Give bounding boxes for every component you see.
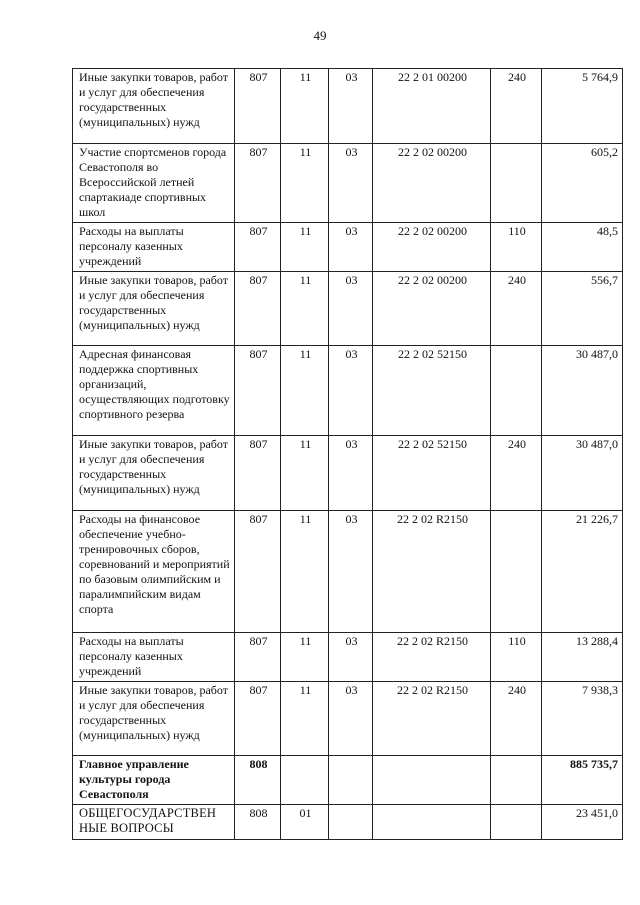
row-admin-code: 807 [235, 633, 281, 682]
row-admin-code: 807 [235, 346, 281, 436]
row-target-article: 22 2 01 00200 [373, 69, 491, 144]
row-admin-code: 807 [235, 511, 281, 633]
row-name: Расходы на выплаты персоналу казенных учреждений [73, 223, 235, 272]
row-name: Иные закупки товаров, работ и услуг для обеспечения государственных (муниципальных) нужд [73, 436, 235, 511]
row-admin-code: 808 [235, 756, 281, 805]
row-admin-code: 807 [235, 223, 281, 272]
row-subsection-code [329, 805, 373, 840]
row-section-code [281, 756, 329, 805]
row-expense-type: 240 [491, 69, 542, 144]
row-subsection-code: 03 [329, 69, 373, 144]
row-name: Иные закупки товаров, работ и услуг для обеспечения государственных (муниципальных) нужд [73, 682, 235, 756]
row-expense-type: 110 [491, 633, 542, 682]
row-expense-type [491, 805, 542, 840]
row-amount: 30 487,0 [542, 436, 623, 511]
row-admin-code: 807 [235, 272, 281, 346]
row-name: Участие спортсменов города Севастополя во Всероссийской летней спартакиаде спортивных школ [73, 144, 235, 223]
row-amount: 885 735,7 [542, 756, 623, 805]
row-target-article [373, 756, 491, 805]
row-section-code: 11 [281, 272, 329, 346]
row-name: Адресная финансовая поддержка спортивных организаций, осуществляющих подготовку спортивного резерва [73, 346, 235, 436]
row-subsection-code: 03 [329, 144, 373, 223]
row-section-code: 11 [281, 69, 329, 144]
row-name: Иные закупки товаров, работ и услуг для обеспечения государственных (муниципальных) нужд [73, 69, 235, 144]
row-amount: 30 487,0 [542, 346, 623, 436]
row-admin-code: 807 [235, 436, 281, 511]
row-section-code: 11 [281, 436, 329, 511]
page-number: 49 [313, 28, 327, 43]
row-section-code: 01 [281, 805, 329, 840]
row-section-code: 11 [281, 223, 329, 272]
row-target-article: 22 2 02 00200 [373, 272, 491, 346]
row-subsection-code [329, 756, 373, 805]
row-target-article: 22 2 02 R2150 [373, 682, 491, 756]
table-row [73, 633, 623, 682]
row-section-code: 11 [281, 144, 329, 223]
row-expense-type [491, 144, 542, 223]
row-admin-code: 807 [235, 69, 281, 144]
table-row [73, 144, 623, 223]
row-subsection-code: 03 [329, 223, 373, 272]
row-expense-type [491, 346, 542, 436]
row-expense-type: 240 [491, 272, 542, 346]
table-row [73, 69, 623, 144]
row-admin-code: 807 [235, 144, 281, 223]
row-expense-type [491, 511, 542, 633]
table-row [73, 223, 623, 272]
row-expense-type: 240 [491, 436, 542, 511]
table-row [73, 805, 623, 840]
row-target-article: 22 2 02 R2150 [373, 633, 491, 682]
row-subsection-code: 03 [329, 633, 373, 682]
table-row [73, 511, 623, 633]
row-amount: 605,2 [542, 144, 623, 223]
row-subsection-code: 03 [329, 436, 373, 511]
budget-table [72, 68, 623, 840]
row-target-article: 22 2 02 00200 [373, 223, 491, 272]
row-subsection-code: 03 [329, 272, 373, 346]
row-subsection-code: 03 [329, 511, 373, 633]
table-row [73, 682, 623, 756]
row-expense-type: 240 [491, 682, 542, 756]
table-row [73, 756, 623, 805]
row-expense-type: 110 [491, 223, 542, 272]
row-subsection-code: 03 [329, 682, 373, 756]
row-admin-code: 808 [235, 805, 281, 840]
row-name: Расходы на выплаты персоналу казенных учреждений [73, 633, 235, 682]
row-section-code: 11 [281, 682, 329, 756]
row-target-article [373, 805, 491, 840]
table-row [73, 346, 623, 436]
row-expense-type [491, 756, 542, 805]
row-name: Расходы на финансовое обеспечение учебно-тренировочных сборов, соревнований и мероприятий по базовым олимпийским и паралимпийским видам спорта [73, 511, 235, 633]
row-target-article: 22 2 02 52150 [373, 346, 491, 436]
row-target-article: 22 2 02 00200 [373, 144, 491, 223]
row-name: Иные закупки товаров, работ и услуг для обеспечения государственных (муниципальных) нужд [73, 272, 235, 346]
row-amount: 5 764,9 [542, 69, 623, 144]
row-section-code: 11 [281, 511, 329, 633]
row-amount: 556,7 [542, 272, 623, 346]
row-subsection-code: 03 [329, 346, 373, 436]
row-amount: 7 938,3 [542, 682, 623, 756]
table-row [73, 272, 623, 346]
row-target-article: 22 2 02 R2150 [373, 511, 491, 633]
row-target-article: 22 2 02 52150 [373, 436, 491, 511]
row-amount: 48,5 [542, 223, 623, 272]
row-section-code: 11 [281, 346, 329, 436]
row-admin-code: 807 [235, 682, 281, 756]
row-amount: 23 451,0 [542, 805, 623, 840]
row-name: ОБЩЕГОСУДАРСТВЕН НЫЕ ВОПРОСЫ [73, 805, 235, 840]
row-name: Главное управление культуры города Севастополя [73, 756, 235, 805]
row-amount: 13 288,4 [542, 633, 623, 682]
row-amount: 21 226,7 [542, 511, 623, 633]
table-row [73, 436, 623, 511]
row-section-code: 11 [281, 633, 329, 682]
